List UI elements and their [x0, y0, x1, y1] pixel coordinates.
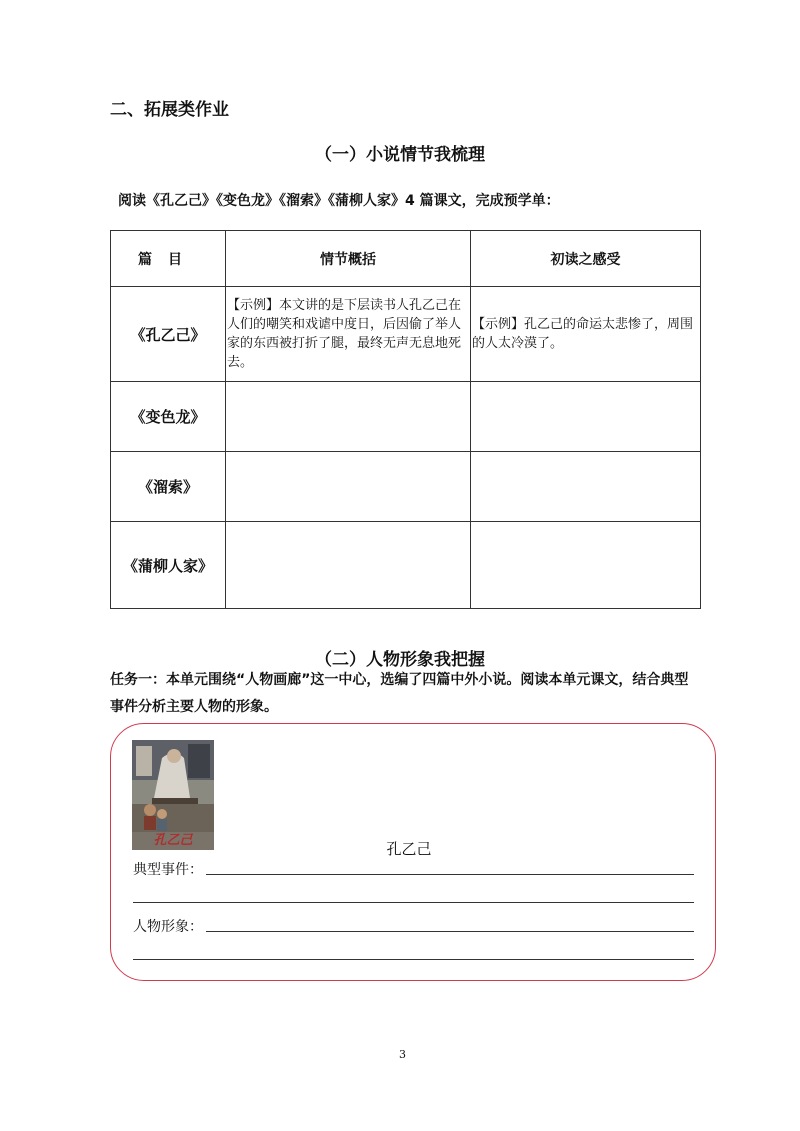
section-heading: 二、拓展类作业 — [110, 100, 229, 120]
table-row — [111, 522, 701, 609]
row-title: 《变色龙》 — [111, 382, 226, 452]
image-line-1[interactable] — [206, 931, 694, 932]
image-line-2[interactable] — [133, 959, 694, 960]
plot-cell[interactable] — [226, 382, 471, 452]
page-number: 3 — [399, 1048, 406, 1061]
header-feeling: 初读之感受 — [471, 231, 701, 287]
table-row — [111, 287, 701, 382]
image-caption: 孔乙己 — [153, 833, 193, 848]
row-title: 《蒲柳人家》 — [111, 522, 226, 609]
row-title: 《溜索》 — [111, 452, 226, 522]
plot-cell[interactable] — [226, 452, 471, 522]
table-row — [111, 382, 701, 452]
task-text: 任务一：本单元围绕“人物画廊”这一中心，选编了四篇中外小说。阅读本单元课文，结合典型事件分析主要人物的形象。 — [110, 672, 689, 715]
event-line-2[interactable] — [133, 902, 694, 903]
feeling-cell[interactable] — [471, 382, 701, 452]
event-line-1[interactable] — [206, 874, 694, 875]
event-label: 典型事件： — [133, 862, 203, 878]
feeling-cell[interactable] — [471, 522, 701, 609]
character-name: 孔乙己 — [386, 840, 432, 858]
feeling-cell[interactable]: 【示例】孔乙己的命运太悲惨了，周围的人太冷漠了。 — [471, 287, 701, 382]
header-plot: 情节概括 — [226, 231, 471, 287]
plot-table — [110, 230, 701, 609]
kong-yiji-illustration — [132, 740, 214, 850]
part2-title: （二）人物形象我把握 — [315, 650, 485, 670]
feeling-cell[interactable] — [471, 452, 701, 522]
part1-title: （一）小说情节我梳理 — [315, 145, 485, 165]
part1-intro: 阅读《孔乙己》《变色龙》《溜索》《蒲柳人家》4 篇课文，完成预学单： — [118, 193, 560, 209]
table-row — [111, 452, 701, 522]
row-title: 《孔乙己》 — [111, 287, 226, 382]
header-title: 篇目 — [111, 231, 226, 287]
plot-cell[interactable]: 【示例】本文讲的是下层读书人孔乙己在人们的嘲笑和戏谑中度日，后因偷了举人家的东西被打折了腿，最终无声无息地死去。 — [226, 287, 471, 382]
table-header-row — [111, 231, 701, 287]
image-label: 人物形象： — [133, 919, 203, 935]
plot-cell[interactable] — [226, 522, 471, 609]
